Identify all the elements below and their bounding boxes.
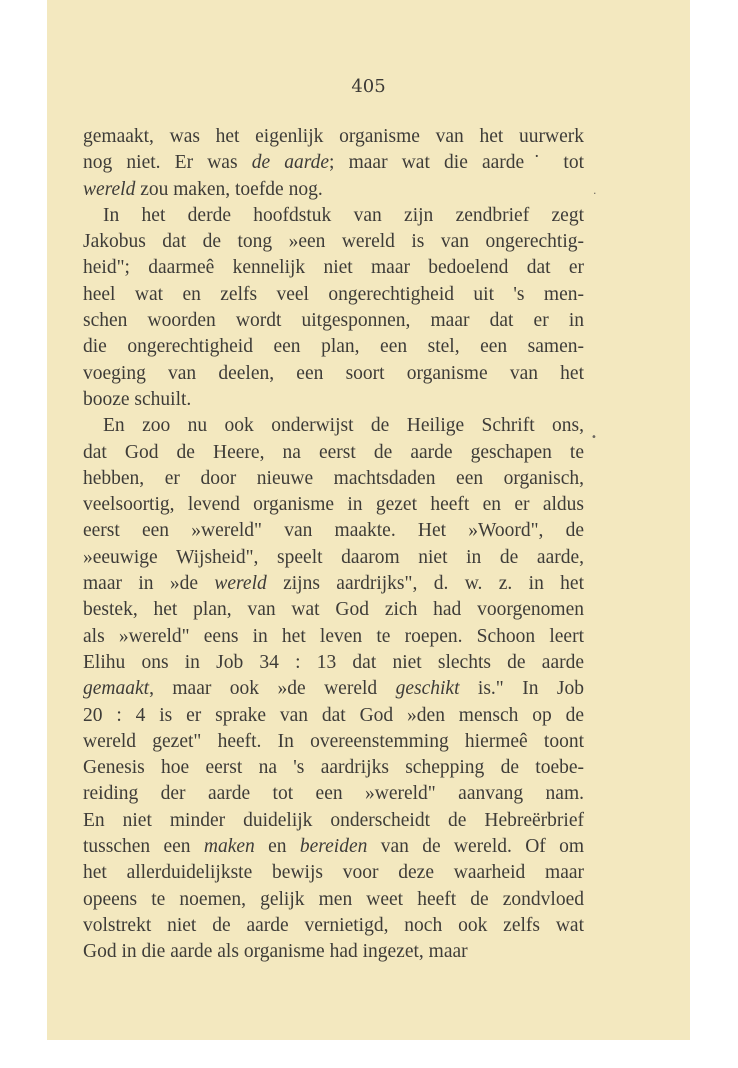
text-span: opeens te noemen, gelijk men weet heeft de zondvloed bbox=[83, 888, 584, 910]
italic-text: maken bbox=[203, 836, 255, 858]
text-span: gemaakt, was het eigenlijk organisme van het uurwerk bbox=[83, 126, 584, 147]
italic-text: gemaakt bbox=[83, 678, 150, 700]
text-line bbox=[83, 282, 584, 308]
text-span: ; maar wat die aarde˙ tot bbox=[329, 152, 584, 174]
text-span: volstrekt niet de aarde vernietigd, noch ook zelfs wat bbox=[83, 914, 584, 936]
text-line bbox=[83, 650, 584, 676]
text-line bbox=[83, 387, 584, 413]
text-line bbox=[83, 597, 584, 623]
text-span: God in die aarde als organisme had ingezet, maar bbox=[83, 941, 468, 963]
text-line bbox=[83, 703, 584, 729]
text-span: van de wereld. Of om bbox=[367, 836, 585, 858]
text-span: booze schuilt. bbox=[83, 388, 192, 410]
text-line bbox=[83, 361, 584, 387]
text-span: nog niet. Er was bbox=[83, 152, 252, 174]
text-line bbox=[83, 413, 584, 439]
text-span: En niet minder duidelijk onderscheidt de Hebreërbrief bbox=[83, 809, 584, 831]
text-span: In het derde hoofdstuk van zijn zendbrief zegt bbox=[103, 204, 584, 226]
text-span: zijns aardrijks", d. w. z. in het bbox=[266, 573, 584, 595]
text-line bbox=[83, 203, 584, 229]
text-line bbox=[83, 177, 584, 203]
text-line bbox=[83, 808, 584, 834]
text-line bbox=[83, 624, 584, 650]
text-span: wereld gezet" heeft. In overeenstemming hiermeê toont bbox=[83, 730, 584, 752]
text-span: het allerduidelijkste bewijs voor deze waarheid maar bbox=[83, 862, 584, 884]
italic-text: bereiden bbox=[299, 836, 368, 858]
text-line bbox=[83, 124, 584, 150]
text-line bbox=[83, 887, 584, 913]
text-span: die ongerechtigheid een plan, een stel, een samen- bbox=[83, 336, 584, 358]
text-span: is." In Job bbox=[459, 678, 584, 700]
margin-dot-mark: . bbox=[593, 184, 597, 197]
text-span: voeging van deelen, een soort organisme van het bbox=[83, 362, 584, 384]
text-span: maar in »de bbox=[83, 573, 215, 595]
italic-text: wereld bbox=[214, 573, 267, 595]
text-span: En zoo nu ook onderwijst de Heilige Schrift ons, bbox=[103, 415, 584, 437]
text-line bbox=[83, 860, 584, 886]
text-span: heel wat en zelfs veel ongerechtigheid uit 's men- bbox=[83, 283, 584, 305]
text-line bbox=[83, 834, 584, 860]
italic-text: wereld bbox=[83, 178, 136, 200]
text-span: 20 : 4 is er sprake van dat God »den mensch op de bbox=[83, 704, 584, 726]
body-text bbox=[83, 124, 584, 966]
text-span: »eeuwige Wijsheid", speelt daarom niet in de aarde, bbox=[83, 546, 584, 568]
text-span: tusschen een bbox=[83, 836, 204, 858]
text-line bbox=[83, 545, 584, 571]
text-span: dat God de Heere, na eerst de aarde geschapen te bbox=[83, 441, 584, 463]
margin-bullet-mark: • bbox=[591, 432, 597, 443]
text-span: zou maken, toefde nog. bbox=[135, 178, 323, 200]
italic-text: de aarde bbox=[251, 152, 330, 174]
text-line bbox=[83, 492, 584, 518]
text-span: eerst een »wereld" van maakte. Het »Woord", de bbox=[83, 520, 584, 542]
page-number: 405 bbox=[351, 76, 386, 97]
text-span: reiding der aarde tot een »wereld" aanvang nam. bbox=[83, 783, 584, 805]
text-line bbox=[83, 308, 584, 334]
book-page bbox=[47, 0, 690, 1040]
text-span: schen woorden wordt uitgesponnen, maar dat er in bbox=[83, 310, 584, 332]
text-span: hebben, er door nieuwe machtsdaden een organisch, bbox=[83, 467, 584, 489]
text-line bbox=[83, 440, 584, 466]
text-span: Genesis hoe eerst na 's aardrijks schepping de toebe- bbox=[83, 757, 584, 779]
text-line bbox=[83, 913, 584, 939]
text-line bbox=[83, 466, 584, 492]
text-line bbox=[83, 518, 584, 544]
text-span: Elihu ons in Job 34 : 13 dat niet slechts de aarde bbox=[83, 651, 584, 673]
text-span: bestek, het plan, van wat God zich had voorgenomen bbox=[83, 599, 584, 621]
text-span: als »wereld" eens in het leven te roepen. Schoon leert bbox=[83, 625, 584, 647]
text-line bbox=[83, 334, 584, 360]
text-line bbox=[83, 781, 584, 807]
text-line bbox=[83, 229, 584, 255]
text-span: veelsoortig, levend organisme in gezet heeft en er aldus bbox=[83, 494, 584, 516]
text-span: en bbox=[254, 836, 300, 858]
text-line bbox=[83, 676, 584, 702]
text-line bbox=[83, 729, 584, 755]
text-span: , maar ook »de wereld bbox=[149, 678, 396, 700]
text-span: heid"; daarmeê kennelijk niet maar bedoelend dat er bbox=[83, 257, 584, 279]
text-line bbox=[83, 939, 584, 965]
text-line bbox=[83, 755, 584, 781]
text-line bbox=[83, 571, 584, 597]
italic-text: geschikt bbox=[395, 678, 460, 700]
text-line bbox=[83, 150, 584, 176]
text-line bbox=[83, 255, 584, 281]
text-span: Jakobus dat de tong »een wereld is van ongerechtig- bbox=[83, 231, 584, 253]
